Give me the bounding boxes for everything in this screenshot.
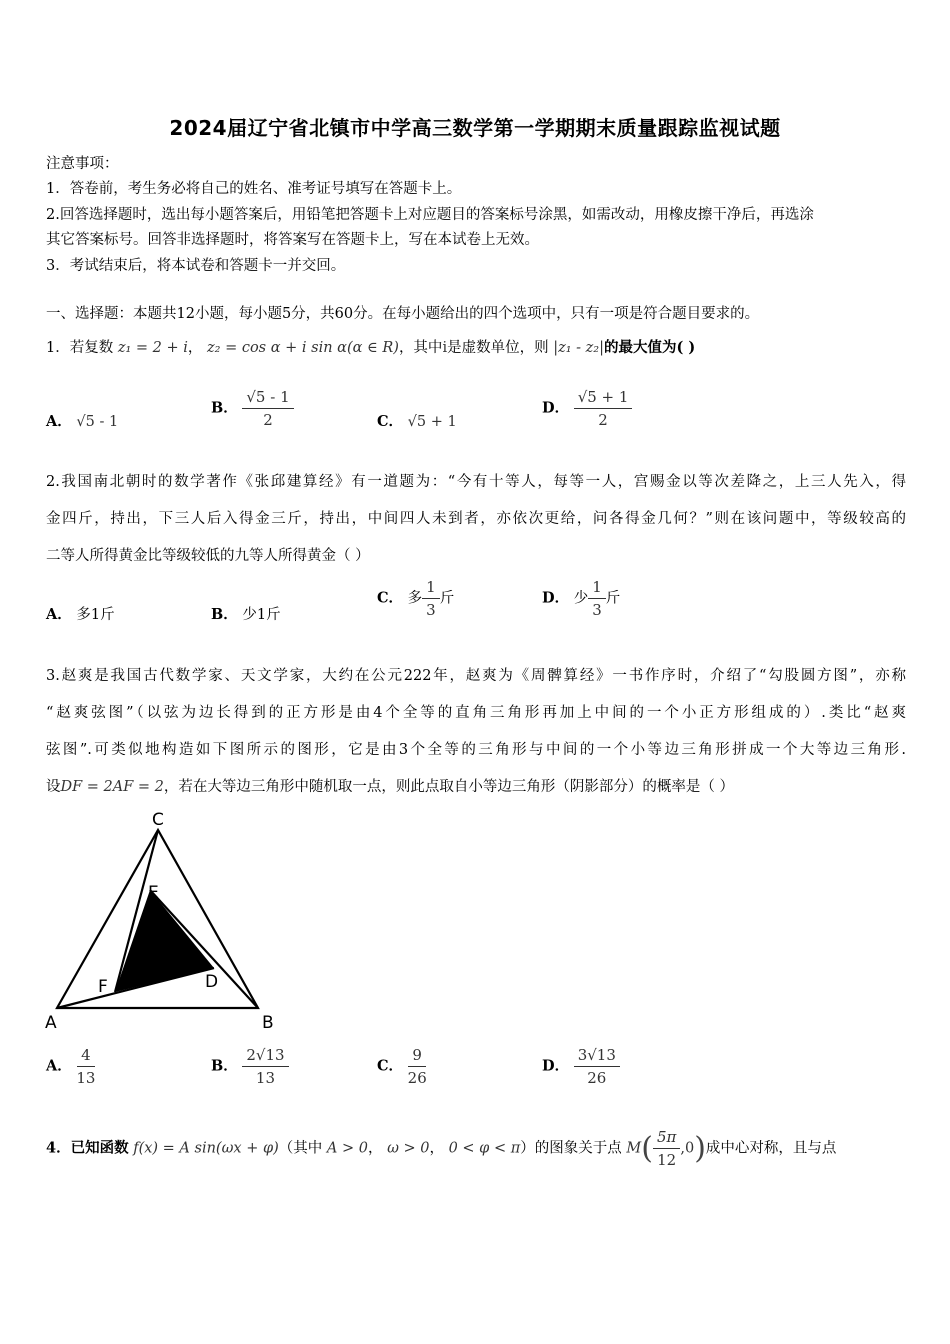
notice-heading: 注意事项：	[46, 156, 119, 172]
q2-line-2: 金四斤，持出，下三人后入得金三斤，持出，中间四人未到者，亦依次更给，问各得金几何？”则在该问题中，等级较高的	[46, 511, 906, 527]
question-4-stem	[46, 1128, 906, 1169]
q2-line-3: 二等人所得黄金比等级较低的九等人所得黄金（ ）	[46, 548, 370, 564]
q1-abs: |z₁ - z₂|	[553, 340, 604, 356]
label-C: C	[152, 810, 164, 830]
denominator: 26	[587, 1069, 607, 1087]
q2-option-a	[46, 603, 115, 624]
q1-prefix: 1．若复数	[46, 340, 114, 356]
q3-option-a	[46, 1046, 95, 1087]
q4-mid: ）的图象关于点	[520, 1140, 622, 1157]
fraction	[574, 1046, 620, 1087]
numerator: 9	[408, 1046, 426, 1067]
q4-prefix: 4．已知函数	[46, 1139, 129, 1157]
fraction	[653, 1128, 680, 1169]
q3-line-4	[46, 775, 734, 796]
q2-option-d	[542, 578, 620, 619]
denominator: 26	[407, 1069, 427, 1087]
fraction	[422, 578, 440, 619]
label-B: B	[262, 1013, 274, 1032]
option-post: 斤	[439, 590, 455, 607]
option-label: D．	[542, 589, 570, 607]
fraction	[408, 1046, 427, 1087]
exam-title: 2024届辽宁省北镇市中学高三数学第一学期期末质量跟踪监视试题	[169, 116, 781, 140]
section-heading: 一、选择题：本题共12小题，每小题5分，共60分。在每小题给出的四个选项中，只有一项是符合题目要求的。	[46, 306, 760, 322]
q2-option-b	[211, 603, 281, 624]
q3-triangle-figure	[40, 800, 290, 1032]
q1-i: i	[442, 340, 448, 356]
q4-cond-phi: 0 < φ < π	[448, 1140, 521, 1157]
notice-item-2: 2.回答选择题时，选出每小题答案后，用铅笔把答题卡上对应题目的答案标号涂黑，如需改动，用橡皮擦干净后，再选涂	[46, 207, 814, 223]
q4-point-name: M	[626, 1140, 642, 1157]
option-pre: 多	[407, 590, 423, 607]
q1-z2: z₂ = cos α + i sin α(α ∈ R)	[207, 340, 399, 356]
fraction	[76, 1046, 95, 1087]
q4-cond-a: A > 0	[326, 1140, 368, 1157]
fraction	[588, 578, 606, 619]
denominator: 12	[657, 1151, 677, 1169]
numerator: 2√13	[242, 1046, 288, 1067]
left-paren: (	[641, 1131, 653, 1166]
q3-condition: DF = 2AF = 2	[60, 779, 164, 795]
option-label: D．	[542, 399, 570, 417]
denominator: 3	[426, 601, 436, 619]
label-A: A	[45, 1013, 57, 1032]
q1-option-a	[46, 410, 118, 431]
denominator: 2	[598, 411, 608, 429]
q1-option-b	[211, 388, 294, 429]
q2-line-1: 2.我国南北朝时的数学著作《张邱建算经》有一道题为：“今有十等人，每等一人，宫赐金以等次差降之，上三人先入，得	[46, 474, 906, 490]
option-label: C．	[377, 1057, 404, 1075]
option-label: B．	[211, 1057, 238, 1075]
q1-z1: z₁ = 2 + i	[117, 340, 188, 356]
q3-option-d	[542, 1046, 620, 1087]
numerator: 1	[422, 578, 440, 599]
option-value: 多1斤	[76, 607, 115, 623]
numerator: √5 + 1	[574, 388, 633, 409]
numerator: √5 - 1	[242, 388, 293, 409]
option-label: B．	[211, 606, 238, 623]
q4-point-y: ,0	[680, 1140, 695, 1157]
q3-line-3: 弦图”.可类似地构造如下图所示的图形，它是由3个全等的三角形与中间的一个小等边三角形拼成一个大等边三角形.	[46, 742, 906, 758]
q3-option-c	[377, 1046, 427, 1087]
notice-item-1: 1．答卷前，考生务必将自己的姓名、准考证号填写在答题卡上。	[46, 181, 462, 197]
option-label: C．	[377, 589, 404, 607]
numerator: 1	[588, 578, 606, 599]
option-label: D．	[542, 1057, 570, 1075]
denominator: 3	[592, 601, 602, 619]
label-E: E	[148, 883, 159, 903]
numerator: 3√13	[574, 1046, 620, 1067]
q1-option-c	[377, 410, 457, 431]
option-label: B．	[211, 399, 238, 417]
right-paren: )	[694, 1131, 706, 1166]
question-1-stem	[46, 336, 695, 357]
q4-function: f(x) = A sin(ωx + φ)	[133, 1140, 279, 1157]
q1-mid2: 是虚数单位，则	[447, 340, 549, 356]
denominator: 13	[76, 1069, 96, 1087]
q4-suffix: 成中心对称，且与点	[705, 1140, 837, 1157]
option-label: A．	[46, 1057, 72, 1075]
denominator: 2	[263, 411, 273, 429]
fraction	[242, 1046, 288, 1087]
option-label: A．	[46, 413, 72, 430]
q3-line4-pre: 设	[46, 779, 61, 795]
option-label: A．	[46, 606, 72, 623]
option-pre: 少	[573, 590, 589, 607]
label-D: D	[205, 972, 219, 992]
notice-item-3: 3．考试结束后，将本试卷和答题卡一并交回。	[46, 258, 346, 274]
option-value: 少1斤	[242, 607, 281, 623]
notice-item-2-cont: 其它答案标号。回答非选择题时，将答案写在答题卡上，写在本试卷上无效。	[46, 232, 539, 248]
numerator: 4	[77, 1046, 95, 1067]
denominator: 13	[255, 1069, 276, 1087]
q1-suffix: 的最大值为( )	[603, 339, 696, 356]
option-value: √5 - 1	[76, 414, 119, 430]
numerator: 5π	[653, 1128, 680, 1149]
fraction	[242, 388, 293, 429]
q1-option-d	[542, 388, 632, 429]
q3-option-b	[211, 1046, 289, 1087]
option-label: C．	[377, 413, 404, 430]
option-post: 斤	[605, 590, 621, 607]
q3-line-2: “赵爽弦图”（以弦为边长得到的正方形是由4个全等的直角三角形再加上中间的一个小正方形组成的）.类比“赵爽	[46, 705, 906, 721]
option-value: √5 + 1	[407, 414, 457, 430]
q4-sep: ，	[367, 1140, 383, 1157]
q1-mid: ，其中	[398, 340, 443, 356]
q2-option-c	[377, 578, 454, 619]
fraction	[574, 388, 633, 429]
q1-sep: ，	[187, 340, 203, 356]
q4-paren-open: （其中	[278, 1140, 323, 1157]
q3-line-1: 3.赵爽是我国古代数学家、天文学家，大约在公元222年，赵爽为《周髀算经》一书作序时，介绍了“勾股圆方图”，亦称	[46, 668, 906, 684]
q3-line4-post: ，若在大等边三角形中随机取一点，则此点取自小等边三角形（阴影部分）的概率是（ ）	[163, 779, 735, 795]
q4-cond-omega: ω > 0	[387, 1140, 430, 1157]
label-F: F	[98, 977, 108, 997]
q4-sep: ，	[429, 1140, 444, 1157]
